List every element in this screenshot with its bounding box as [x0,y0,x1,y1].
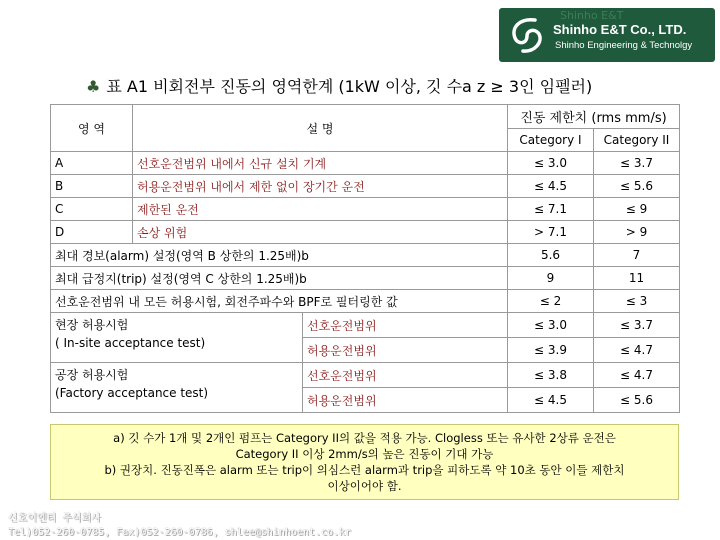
zone-label: D [51,221,133,244]
category-2-value: ≤ 5.6 [594,175,680,198]
category-1-value: ≤ 2 [508,290,594,313]
club-icon: ♣ [86,77,101,96]
test-name-cell [51,363,303,413]
category-2-value: 11 [594,267,680,290]
zone-label: C [51,198,133,221]
zone-description: 선호운전범위 내에서 신규 설치 기계 [133,152,508,175]
category-2-value: 7 [594,244,680,267]
category-1-value: ≤ 3.0 [508,152,594,175]
setting-label: 최대 경보(alarm) 설정(영역 B 상한의 1.25배)b [51,244,508,267]
footnote-a-line-1: a) 깃 수가 1개 및 2개인 펌프는 Category II의 값을 적용 가능. Clogless 또는 유사한 2상류 운전은 [113,431,616,445]
category-1-value: ≤ 3.9 [508,338,594,363]
header-category-2: Category II [594,128,680,152]
swirl-logo-icon [505,14,547,56]
company-footer [8,512,351,540]
operating-range: 허용운전범위 [303,388,508,413]
category-2-value: ≤ 3.7 [594,152,680,175]
company-subtitle: Shinho Engineering & Technolgy [555,40,693,51]
test-name-english: (Factory acceptance test) [55,386,209,400]
category-1-value: ≤ 3.8 [508,363,594,388]
table-row [51,267,680,290]
footer-company-name: 신호이엔티 주식회사 [8,513,101,524]
company-name: Shinho E&T Co., LTD. [553,22,687,37]
header-zone: 영 역 [51,105,133,152]
table-row [51,313,680,338]
test-name: 공장 허용시험 [55,368,129,382]
footer-contact: Tel)052-260-0785, Fax)052-260-0786, shlee@shinhoent.co.kr [8,527,352,538]
table-row [51,198,680,221]
table-row [51,363,680,388]
test-name: 현장 허용시험 [55,318,129,332]
test-name-cell [51,313,303,363]
setting-label: 선호운전범위 내 모든 허용시험, 회전주파수와 BPF로 필터링한 값 [51,290,508,313]
zone-label: A [51,152,133,175]
category-2-value: ≤ 9 [594,198,680,221]
test-name-english: ( In-site acceptance test) [55,336,206,350]
category-1-value: ≤ 4.5 [508,388,594,413]
table-row [51,290,680,313]
table-header-row [51,105,680,129]
category-2-value: ≤ 5.6 [594,388,680,413]
vibration-limit-table [50,104,680,413]
category-2-value: ≤ 4.7 [594,363,680,388]
operating-range: 허용운전범위 [303,338,508,363]
category-2-value: ≤ 4.7 [594,338,680,363]
company-ghost-text: Shinho E&T [560,9,624,22]
category-1-value: ≤ 4.5 [508,175,594,198]
category-1-value: ≤ 3.0 [508,313,594,338]
zone-label: B [51,175,133,198]
header-category-1: Category I [508,128,594,152]
category-1-value: > 7.1 [508,221,594,244]
header-description: 설 명 [133,105,508,152]
header-limit: 진동 제한치 (rms mm/s) [508,105,680,129]
setting-label: 최대 급정지(trip) 설정(영역 C 상한의 1.25배)b [51,267,508,290]
category-2-value: ≤ 3.7 [594,313,680,338]
footnote-b-line-1: b) 권장치. 진동진폭은 alarm 또는 trip이 의심스런 alarm과 trip을 피하도록 약 10초 동안 이들 제한치 [104,463,625,477]
zone-description: 허용운전범위 내에서 제한 없이 장기간 운전 [133,175,508,198]
table-row [51,175,680,198]
table-row [51,152,680,175]
table-row [51,221,680,244]
header-bar [0,0,720,66]
operating-range: 선호운전범위 [303,313,508,338]
footnote-a-line-2: Category II 이상 2mm/s의 높은 진동이 기대 가능 [235,447,494,461]
zone-description: 제한된 운전 [133,198,508,221]
table-row [51,244,680,267]
category-1-value: 5.6 [508,244,594,267]
table-title [86,74,592,97]
footnote-box [50,424,679,500]
footnote-b-line-2: 이상이어야 함. [327,479,402,493]
operating-range: 선호운전범위 [303,363,508,388]
category-1-value: ≤ 7.1 [508,198,594,221]
table-title-text: 표 A1 비회전부 진동의 영역한계 (1kW 이상, 깃 수a z ≥ 3인 임펠러) [106,77,593,96]
category-1-value: 9 [508,267,594,290]
category-2-value: ≤ 3 [594,290,680,313]
zone-description: 손상 위험 [133,221,508,244]
category-2-value: > 9 [594,221,680,244]
